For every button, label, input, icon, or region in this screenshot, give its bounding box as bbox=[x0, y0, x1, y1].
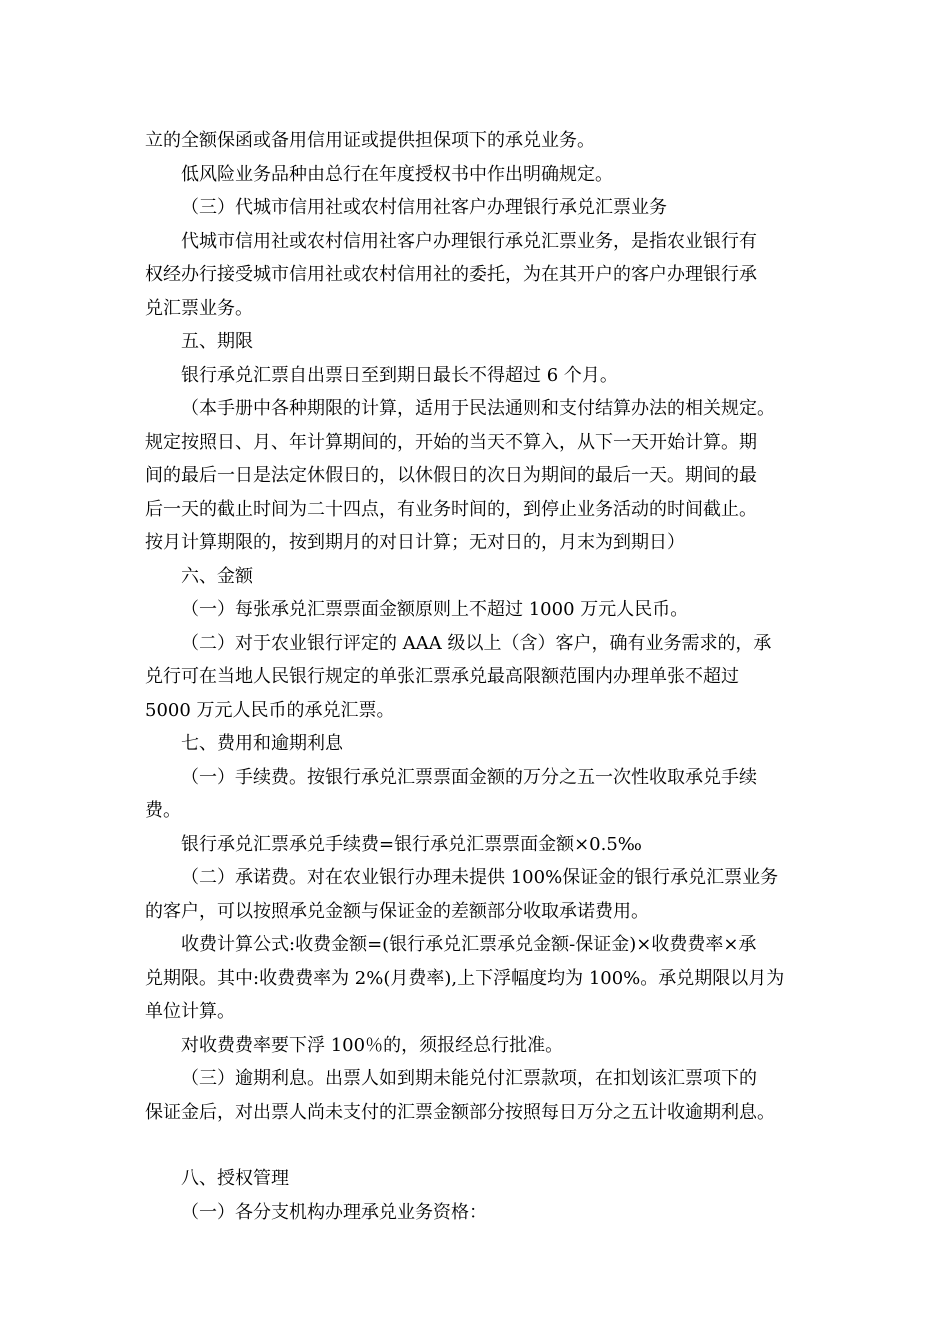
paragraph-line: 低风险业务品种由总行在年度授权书中作出明确规定。 bbox=[181, 163, 613, 185]
paragraph-line: 按月计算期限的，按到期月的对日计算；无对日的，月末为到期日） bbox=[145, 532, 685, 553]
paragraph-spacer bbox=[145, 1129, 817, 1162]
paragraph-line: 权经办行接受城市信用社或农村信用社的委托，为在其开户的客户办理银行承 bbox=[145, 264, 757, 285]
paragraph-line: 兑汇票业务。 bbox=[145, 297, 253, 319]
paragraph-line: 单位计算。 bbox=[145, 1001, 235, 1022]
paragraph-line: （二）对于农业银行评定的 AAA 级以上（含）客户，确有业务需求的，承 bbox=[181, 632, 772, 654]
paragraph-line: 的客户，可以按照承兑金额与保证金的差额部分收取承诺费用。 bbox=[145, 900, 649, 922]
paragraph-line: 间的最后一日是法定休假日的，以休假日的次日为期间的最后一天。期间的最 bbox=[145, 465, 757, 486]
paragraph-line: （一）手续费。按银行承兑汇票票面金额的万分之五一次性收取承兑手续 bbox=[181, 766, 757, 788]
paragraph-line: 银行承兑汇票自出票日至到期日最长不得超过 6 个月。 bbox=[181, 364, 618, 386]
paragraph-line: 代城市信用社或农村信用社客户办理银行承兑汇票业务，是指农业银行有 bbox=[181, 230, 757, 252]
paragraph-line: 对收费费率要下浮 100％的，须报经总行批准。 bbox=[181, 1034, 564, 1056]
subsection-heading: （一）各分支机构办理承兑业务资格： bbox=[181, 1201, 487, 1223]
paragraph-line: （二）承诺费。对在农业银行办理未提供 100%保证金的银行承兑汇票业务 bbox=[181, 867, 779, 888]
paragraph-line: 兑行可在当地人民银行规定的单张汇票承兑最高限额范围内办理单张不超过 bbox=[145, 666, 739, 687]
paragraph-line: （一）每张承兑汇票票面金额原则上不超过 1000 万元人民币。 bbox=[181, 599, 689, 620]
formula-line: 银行承兑汇票承兑手续费=银行承兑汇票票面金额×0.5‰ bbox=[181, 833, 642, 855]
paragraph-line: 兑期限。其中:收费费率为 2%(月费率),上下浮幅度均为 100%。承兑期限以月为 bbox=[145, 967, 785, 989]
formula-line: 收费计算公式:收费金额=(银行承兑汇票承兑金额-保证金)×收费费率×承 bbox=[181, 934, 757, 955]
paragraph-line: （三）逾期利息。出票人如到期未能兑付汇票款项，在扣划该汇票项下的 bbox=[181, 1068, 757, 1089]
section-heading: 六、金额 bbox=[181, 565, 253, 587]
section-heading: 五、期限 bbox=[181, 331, 253, 352]
paragraph-line: 立的全额保函或备用信用证或提供担保项下的承兑业务。 bbox=[145, 130, 595, 151]
paragraph-line: 规定按照日、月、年计算期间的，开始的当天不算入，从下一天开始计算。期 bbox=[145, 431, 757, 453]
paragraph-line: 保证金后，对出票人尚未支付的汇票金额部分按照每日万分之五计收逾期利息。 bbox=[145, 1101, 775, 1123]
paragraph-line: （本手册中各种期限的计算，适用于民法通则和支付结算办法的相关规定。 bbox=[181, 398, 775, 419]
paragraph-line: 后一天的截止时间为二十四点，有业务时间的，到停止业务活动的时间截止。 bbox=[145, 498, 757, 520]
subsection-heading: （三）代城市信用社或农村信用社客户办理银行承兑汇票业务 bbox=[181, 197, 667, 218]
paragraph-line: 费。 bbox=[145, 800, 181, 821]
section-heading: 八、授权管理 bbox=[181, 1168, 289, 1189]
document-body bbox=[145, 124, 817, 1229]
section-heading: 七、费用和逾期利息 bbox=[181, 733, 343, 754]
paragraph-line: 5000 万元人民币的承兑汇票。 bbox=[145, 699, 395, 721]
